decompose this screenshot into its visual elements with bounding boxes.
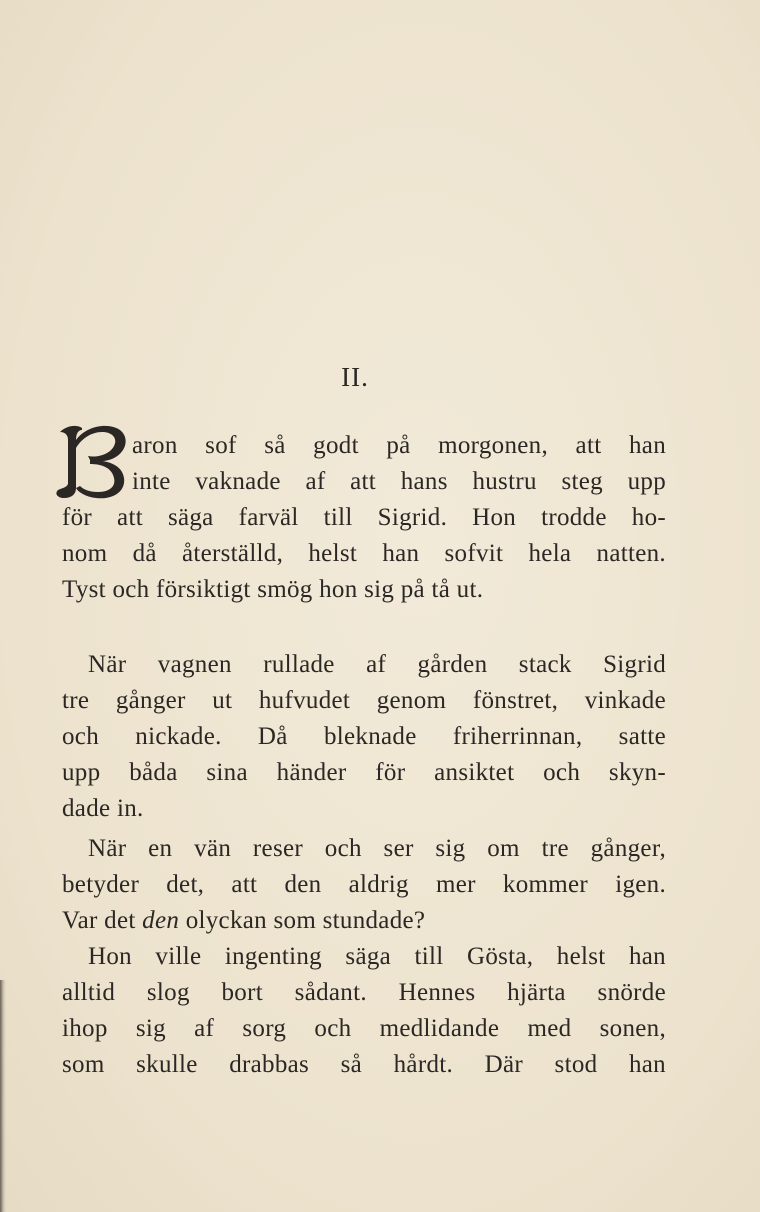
paragraph-1	[62, 428, 666, 608]
text-line	[62, 903, 666, 939]
chapter-heading: II.	[341, 362, 369, 392]
text-line: När en vän reser och ser sig om tre gånger,	[88, 835, 666, 862]
paragraph-3	[62, 831, 666, 939]
text-line: Tyst och försiktigt smög hon sig på tå ut.	[62, 576, 484, 603]
text-line: för att säga farväl till Sigrid. Hon trodde ho-	[62, 504, 666, 531]
text-line: dade in.	[62, 795, 144, 822]
text-line: som skulle drabbas så hårdt. Där stod han	[62, 1051, 666, 1078]
text-line: Hon ville ingenting säga till Gösta, helst han	[88, 943, 666, 970]
paragraph-4	[62, 939, 666, 1083]
text-line: alltid slog bort sådant. Hennes hjärta snörde	[62, 979, 666, 1006]
emphasized-word: den	[142, 907, 180, 934]
binding-shadow	[0, 980, 6, 1212]
text-line: betyder det, att den aldrig mer kommer igen.	[62, 871, 666, 898]
text-line: ihop sig af sorg och medlidande med sonen,	[62, 1015, 666, 1042]
text-line: tre gånger ut hufvudet genom fönstret, vinkade	[62, 687, 666, 714]
text-line: upp båda sina händer för ansiktet och skyn-	[62, 759, 666, 786]
text-line: aron sof så godt på morgonen, att han	[132, 432, 666, 459]
paragraph-2	[62, 647, 666, 827]
text-line: och nickade. Då bleknade friherrinnan, satte	[62, 723, 666, 750]
text-line: inte vaknade af att hans hustru steg upp	[132, 468, 666, 495]
text-line: nom då återställd, helst han sofvit hela natten.	[62, 540, 666, 567]
text-fragment: Var det	[62, 907, 143, 934]
text-fragment: olyckan som stundade?	[179, 907, 426, 934]
text-line: När vagnen rullade af gården stack Sigrid	[88, 651, 666, 678]
